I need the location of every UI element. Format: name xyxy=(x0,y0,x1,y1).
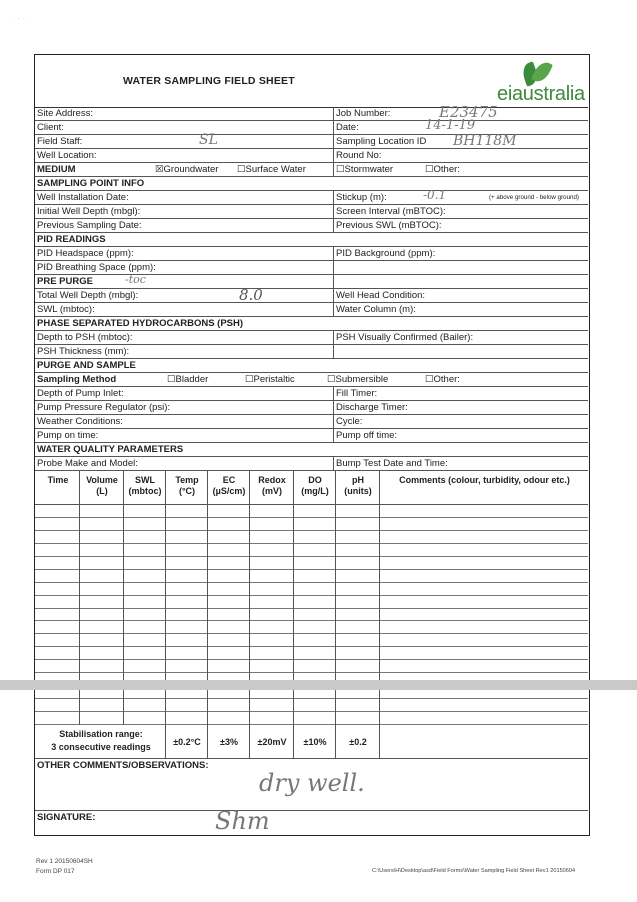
table-row[interactable] xyxy=(35,583,588,596)
other-comments-label: OTHER COMMENTS/OBSERVATIONS: xyxy=(37,760,209,771)
site-address-label: Site Address: xyxy=(37,108,93,119)
row-psh-thickness xyxy=(35,345,588,359)
column-header-line2: (mg/L) xyxy=(301,486,329,496)
row-pre-purge xyxy=(35,275,588,289)
stabilisation-value: ±10% xyxy=(303,737,327,747)
column-header xyxy=(293,471,335,504)
cycle-label: Cycle: xyxy=(333,415,588,428)
column-divider xyxy=(293,471,294,759)
sampling-location-label: Sampling Location ID xyxy=(333,135,588,148)
stickup-note: (+ above ground - below ground) xyxy=(489,194,579,201)
pid-readings-heading: PID READINGS xyxy=(37,234,106,245)
field-staff-label: Field Staff: xyxy=(37,136,83,147)
row-psh-heading xyxy=(35,317,588,331)
row-pump-on xyxy=(35,429,588,443)
other-comments-value: dry well. xyxy=(259,769,365,797)
column-header-line1: SWL xyxy=(135,475,155,485)
table-row[interactable] xyxy=(35,609,588,622)
pump-pressure-label: Pump Pressure Regulator (psi): xyxy=(37,402,171,413)
table-row[interactable] xyxy=(35,505,588,518)
submersible-option[interactable]: ☐Submersible xyxy=(327,374,389,385)
footer-form: Form DP 017 xyxy=(36,868,75,875)
table-row[interactable] xyxy=(35,518,588,531)
column-header-line2: (mbtoc) xyxy=(128,486,162,496)
table-row[interactable] xyxy=(35,660,588,673)
field-sheet xyxy=(34,54,590,836)
weather-label: Weather Conditions: xyxy=(37,416,123,427)
row-pid-breathing xyxy=(35,261,588,275)
job-number-value: E23475 xyxy=(439,103,498,121)
client-label: Client: xyxy=(37,122,64,133)
empty-cell xyxy=(333,275,588,288)
column-divider xyxy=(335,471,336,759)
column-header xyxy=(165,471,207,504)
table-row[interactable] xyxy=(35,699,588,712)
psh-bailer-label: PSH Visually Confirmed (Bailer): xyxy=(333,331,588,344)
row-pid-headspace xyxy=(35,247,588,261)
date-value: 14-1-19 xyxy=(425,118,476,133)
field-staff-value: SL xyxy=(199,132,218,148)
row-pump-pressure xyxy=(35,401,588,415)
job-number-label: Job Number: xyxy=(333,107,588,120)
empty-cell xyxy=(333,345,588,358)
discharge-timer-label: Discharge Timer: xyxy=(333,401,588,414)
row-probe xyxy=(35,457,588,471)
initial-depth-label: Initial Well Depth (mbgl): xyxy=(37,206,141,217)
sheet-header xyxy=(35,55,588,108)
pump-off-label: Pump off time: xyxy=(333,429,588,442)
groundwater-option[interactable]: ☒Groundwater xyxy=(155,164,219,175)
column-header xyxy=(379,471,588,504)
row-initial-depth xyxy=(35,205,588,219)
column-header-line2: (L) xyxy=(96,486,108,496)
pid-background-label: PID Background (ppm): xyxy=(333,247,588,260)
empty-cell xyxy=(333,261,588,274)
stabilisation-value: ±0.2°C xyxy=(173,737,201,747)
column-header-line1: Temp xyxy=(175,475,199,485)
row-signature xyxy=(35,811,588,835)
row-pid-readings xyxy=(35,233,588,247)
pid-headspace-label: PID Headspace (ppm): xyxy=(37,248,134,259)
wq-table xyxy=(35,471,588,759)
stabilisation-value: ±3% xyxy=(220,737,238,747)
swl-label: SWL (mbtoc): xyxy=(37,304,95,315)
footer-rev: Rev 1 20150604SH xyxy=(36,858,93,865)
row-prev-sampling xyxy=(35,219,588,233)
sampling-location-value: BH118M xyxy=(453,133,517,149)
well-install-date-label: Well Installation Date: xyxy=(37,192,129,203)
signature-value: Shm xyxy=(215,807,270,835)
table-row[interactable] xyxy=(35,570,588,583)
wq-params-heading: WATER QUALITY PARAMETERS xyxy=(37,444,184,455)
other-option[interactable]: ☐Other: xyxy=(425,164,460,175)
well-head-label: Well Head Condition: xyxy=(333,289,588,302)
table-row[interactable] xyxy=(35,712,588,725)
round-no-label: Round No: xyxy=(333,149,588,162)
scan-mark: · · · · xyxy=(12,16,30,22)
eiaustralia-logo xyxy=(487,61,587,105)
pre-purge-value: -toc xyxy=(125,273,146,286)
well-location-label: Well Location: xyxy=(37,150,97,161)
total-depth-label: Total Well Depth (mbgl): xyxy=(37,290,139,301)
row-site-address xyxy=(35,107,588,121)
row-depth-psh xyxy=(35,331,588,345)
peristaltic-option[interactable]: ☐Peristaltic xyxy=(245,374,295,385)
column-header-line1: pH xyxy=(352,475,364,485)
table-row[interactable] xyxy=(35,557,588,570)
stabilisation-label xyxy=(35,725,165,758)
column-header xyxy=(249,471,293,504)
footer-path: C:\Users\H\Desktop\asd\Field Forms\Water Sampling Field Sheet Rev1 20150604 xyxy=(372,868,576,874)
column-header-line1: Time xyxy=(47,475,69,485)
stickup-value: -0.1 xyxy=(423,188,447,202)
column-header-line1: Comments (colour, turbidity, odour etc.) xyxy=(399,475,570,485)
fill-timer-label: Fill Timer: xyxy=(333,387,588,400)
stickup-label: Stickup (m): xyxy=(333,191,588,204)
bump-test-label: Bump Test Date and Time: xyxy=(333,457,588,470)
purge-sample-heading: PURGE AND SAMPLE xyxy=(37,360,136,371)
column-header-line2: (mV) xyxy=(262,486,282,496)
table-row[interactable] xyxy=(35,596,588,609)
row-wq-heading xyxy=(35,443,588,457)
screen-interval-label: Screen Interval (mBTOC): xyxy=(333,205,588,218)
stormwater-option[interactable]: ☐Stormwater xyxy=(333,163,423,176)
prev-sampling-label: Previous Sampling Date: xyxy=(37,220,142,231)
signature-label: SIGNATURE: xyxy=(37,812,96,823)
column-header xyxy=(35,471,79,504)
column-divider xyxy=(165,471,166,759)
prev-swl-label: Previous SWL (mBTOC): xyxy=(333,219,588,232)
row-medium xyxy=(35,163,588,177)
row-sampling-method xyxy=(35,373,588,387)
column-header-line2: (°C) xyxy=(178,486,196,496)
column-divider xyxy=(207,471,208,759)
probe-label: Probe Make and Model: xyxy=(37,458,138,469)
other-method-option[interactable]: ☐Other: xyxy=(425,374,460,385)
row-pump-inlet xyxy=(35,387,588,401)
table-row[interactable] xyxy=(35,634,588,647)
wq-table-header xyxy=(35,471,588,505)
pre-purge-heading: PRE PURGE xyxy=(37,276,93,287)
stabilisation-value: ±20mV xyxy=(257,737,287,747)
column-header-line1: DO xyxy=(308,475,322,485)
stabilisation-line1: Stabilisation range: xyxy=(59,729,143,739)
column-header-line2: (units) xyxy=(344,486,372,496)
sampling-point-heading: SAMPLING POINT INFO xyxy=(37,178,145,189)
pid-breathing-label: PID Breathing Space (ppm): xyxy=(37,262,156,273)
column-header-line1: EC xyxy=(222,475,236,485)
column-header xyxy=(123,471,165,504)
row-well-install xyxy=(35,191,588,205)
sheet-title: WATER SAMPLING FIELD SHEET xyxy=(123,75,295,87)
table-row[interactable] xyxy=(35,621,588,634)
table-row[interactable] xyxy=(35,647,588,660)
date-label: Date: xyxy=(333,121,588,134)
column-header xyxy=(79,471,123,504)
depth-psh-label: Depth to PSH (mbtoc): xyxy=(37,332,133,343)
sampling-method-label: Sampling Method xyxy=(37,374,117,385)
row-well-location xyxy=(35,149,588,163)
column-divider xyxy=(249,471,250,759)
column-header-line1: Volume xyxy=(86,475,118,485)
column-header xyxy=(207,471,249,504)
row-total-depth xyxy=(35,289,588,303)
column-divider xyxy=(379,471,380,759)
logo-text: eiaustralia xyxy=(497,83,585,105)
table-row[interactable] xyxy=(35,531,588,544)
row-weather xyxy=(35,415,588,429)
stabilisation-line2: 3 consecutive readings xyxy=(51,742,151,752)
table-row[interactable] xyxy=(35,544,588,557)
bladder-option[interactable]: ☐Bladder xyxy=(167,374,209,385)
column-header-line1: Redox xyxy=(258,475,286,485)
pump-on-label: Pump on time: xyxy=(37,430,99,441)
column-header-line2: (µS/cm) xyxy=(212,486,246,496)
water-column-label: Water Column (m): xyxy=(333,303,588,316)
row-swl xyxy=(35,303,588,317)
wq-table-body xyxy=(35,505,588,725)
row-sampling-point-info xyxy=(35,177,588,191)
stabilisation-value: ±0.2 xyxy=(349,737,367,747)
column-header xyxy=(335,471,379,504)
stabilisation-row xyxy=(35,725,588,759)
row-purge-sample xyxy=(35,359,588,373)
medium-label: MEDIUM xyxy=(37,164,76,175)
psh-thickness-label: PSH Thickness (mm): xyxy=(37,346,130,357)
psh-heading: PHASE SEPARATED HYDROCARBONS (PSH) xyxy=(37,318,244,329)
scan-band xyxy=(0,680,637,690)
pump-inlet-label: Depth of Pump Inlet: xyxy=(37,388,124,399)
total-depth-value: 8.0 xyxy=(239,286,263,304)
surface-water-option[interactable]: ☐Surface Water xyxy=(237,164,306,175)
